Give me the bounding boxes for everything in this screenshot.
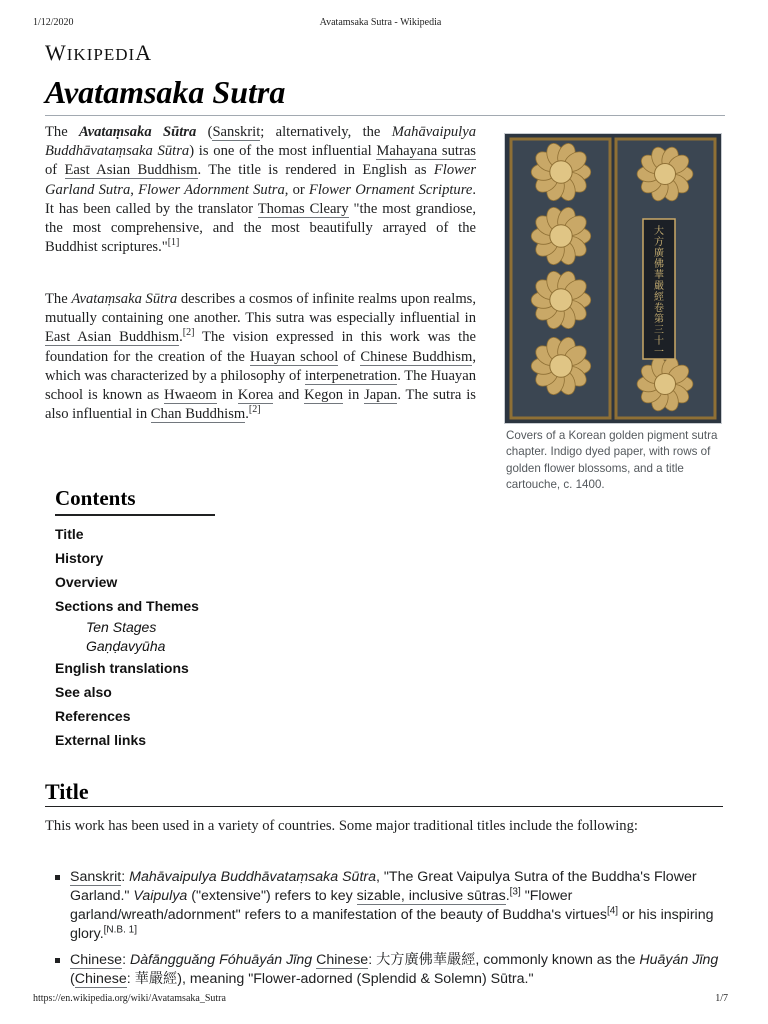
toc-item-overview[interactable]: Overview [55, 574, 118, 590]
print-footer [33, 993, 728, 1007]
wordmark-mid: IKIPEDI [66, 45, 136, 64]
toc-item-references[interactable]: References [55, 708, 131, 724]
list-item-chinese: Chinese: Dàfāngguǎng Fóhuāyán Jīng Chinese: 大方廣佛華嚴經, commonly known as the Huāyán Jīng (Chinese: 華嚴經), meaning "Flower-adorned (Splendid & Solemn) Sūtra." [45, 951, 725, 989]
link-chinese-2[interactable]: Chinese [316, 952, 369, 968]
print-title: Avatamsaka Sutra - Wikipedia [319, 17, 442, 28]
toc-item-see-also[interactable]: See also [55, 684, 112, 700]
link-mahayana-sutras[interactable]: Mahayana sutras [376, 143, 476, 160]
link-hwaeom[interactable]: Hwaeom [164, 387, 217, 404]
image-caption: Covers of a Korean golden pigment sutra chapter. Indigo dyed paper, with rows of golden flower blossoms, and a title cartouche, c. 1400. [506, 429, 718, 492]
print-page-number: 1/7 [715, 993, 728, 1004]
link-sanskrit-2[interactable]: Sanskrit [70, 869, 122, 885]
link-chan-buddhism[interactable]: Chan Buddhism [150, 406, 246, 423]
toc-title: Contents [55, 486, 215, 516]
link-korea[interactable]: Korea [237, 387, 274, 404]
link-japan[interactable]: Japan [364, 387, 398, 404]
toc-item-external-links[interactable]: External links [55, 732, 147, 748]
wikipedia-logo[interactable] [45, 40, 152, 66]
link-sanskrit[interactable]: Sanskrit [212, 124, 261, 140]
page-title: Avatamsaka Sutra [45, 74, 725, 116]
link-east-asian-buddhism[interactable]: East Asian Buddhism [64, 162, 198, 179]
print-url: https://en.wikipedia.org/wiki/Avatamsaka_Sutra [33, 993, 226, 1004]
toc-item-english-translations[interactable]: English translations [55, 660, 189, 676]
link-chinese-buddhism[interactable]: Chinese Buddhism [360, 348, 473, 365]
svg-text:大方廣佛華嚴經卷第三十一: 大方廣佛華嚴經卷第三十一 [654, 226, 664, 358]
title-intro-paragraph: This work has been used in a variety of countries. Some major traditional titles include the following: [45, 818, 638, 834]
print-header [33, 17, 728, 31]
toc-item-ten-stages[interactable]: Ten Stages [86, 619, 157, 635]
toc-item-history[interactable]: History [55, 550, 104, 566]
print-date: 1/12/2020 [33, 17, 74, 28]
sutra-cover-image[interactable] [504, 133, 722, 424]
citation-2[interactable]: [2] [182, 327, 195, 339]
note-nb1[interactable]: [N.B. 1] [103, 924, 137, 936]
wordmark-first: W [45, 40, 67, 65]
citation-1[interactable]: [1] [167, 237, 180, 249]
toc-item-ga-avy-ha[interactable]: Gaṇḍavyūha [86, 638, 166, 654]
titles-list [45, 868, 725, 996]
table-of-contents [55, 486, 235, 752]
toc-item-sections-and-themes[interactable]: Sections and Themes [55, 598, 199, 614]
toc-item-title[interactable]: Title [55, 526, 84, 542]
link-huayan-school[interactable]: Huayan school [249, 348, 339, 365]
bullet-icon [55, 958, 60, 963]
link-chinese[interactable]: Chinese [70, 952, 123, 968]
citation-4[interactable]: [4] [606, 905, 619, 917]
link-east-asian-buddhism-2[interactable]: East Asian Buddhism [45, 329, 180, 346]
intro-paragraph-2: The Avataṃsaka Sūtra describes a cosmos of infinite realms upon realms, mutually containing one another. This sutra was especially influential in East Asian Buddhism.[2] The vision expressed in this work was the foundation for the creation of the Huayan school of Chinese Buddhism, which was characterized by a philosophy of interpenetration. The Huayan school is known as Hwaeom in Korea and Kegon in Japan. The sutra is also influential in Chan Buddhism.[2] [45, 291, 477, 423]
toc-list [55, 522, 235, 752]
intro-paragraph-1: The Avataṃsaka Sūtra (Sanskrit; alternatively, the Mahāvaipulya Buddhāvataṃsaka Sūtra) is one of the most influential Mahayana sutras of East Asian Buddhism. The title is rendered in English as Flower Garland Sutra, Flower Adornment Sutra, or Flower Ornament Scripture. It has been called by the translator Thomas Cleary "the most grandiose, the most comprehensive, and the most beautifully arrayed of the Buddhist scriptures."[1] [45, 124, 477, 256]
citation-2b[interactable]: [2] [248, 404, 261, 416]
link-kegon[interactable]: Kegon [304, 387, 344, 404]
link-sizable-inclusive-sutras[interactable]: sizable, inclusive sūtras [356, 888, 506, 904]
list-item-sanskrit: Sanskrit: Mahāvaipulya Buddhāvataṃsaka Sūtra, "The Great Vaipulya Sutra of the Buddha's Flower Garland." Vaipulya ("extensive") refers to key sizable, inclusive sūtras.[3] "Flower garland/wreath/adornment" refers to a manifestation of the beauty of Buddha's virtues[4] or his inspiring glory.[N.B. 1] [45, 868, 725, 944]
sutra-cover-illustration [505, 134, 721, 423]
link-interpenetration[interactable]: interpenetration [304, 367, 398, 384]
link-thomas-cleary[interactable]: Thomas Cleary [257, 200, 349, 217]
section-heading-title: Title [45, 779, 723, 807]
bullet-icon [55, 875, 60, 880]
citation-3[interactable]: [3] [509, 886, 521, 898]
wordmark-last: A [135, 40, 153, 65]
link-chinese-3[interactable]: Chinese [74, 971, 127, 987]
